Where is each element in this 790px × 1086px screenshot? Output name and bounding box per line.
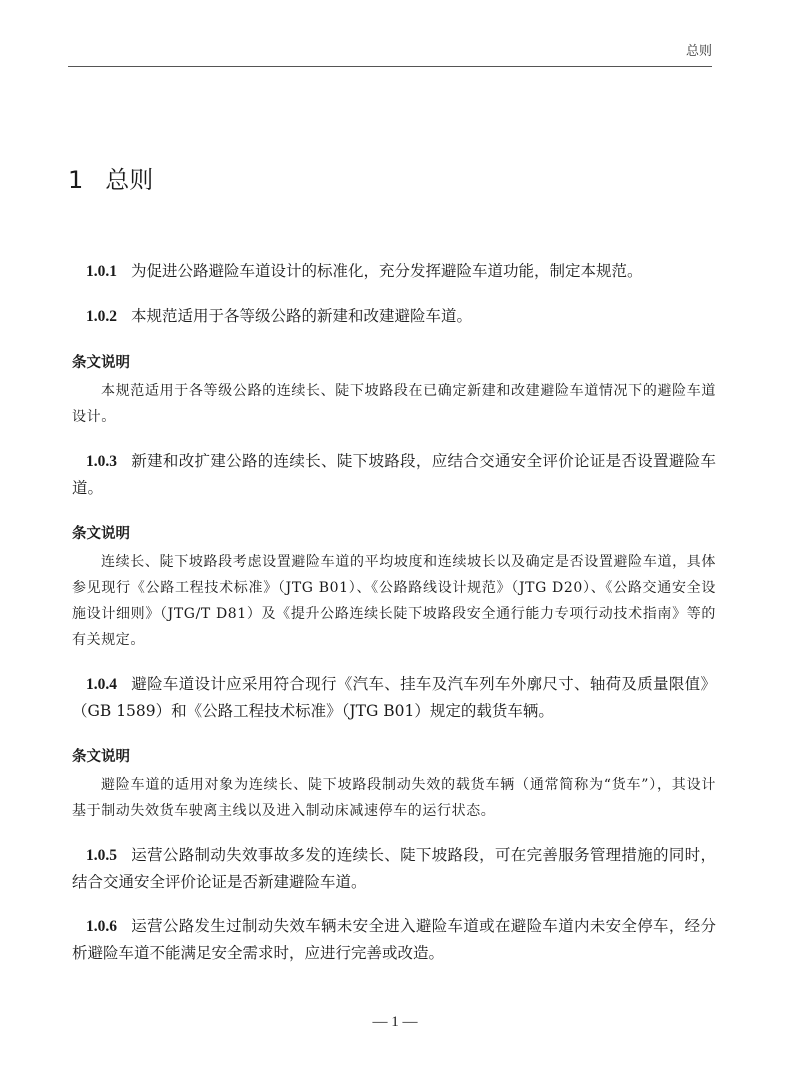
clause-1-0-4 [72, 671, 716, 724]
clause-text: 新建和改扩建公路的连续长、陡下坡路段，应结合交通安全评价论证是否设置避险车道。 [72, 452, 716, 497]
clause-1-0-1 [72, 258, 716, 285]
running-head: 总则 [685, 44, 712, 59]
commentary-body: 连续长、陡下坡路段考虑设置避险车道的平均坡度和连续坡长以及确定是否设置避险车道，具体参见现行《公路工程技术标准》（JTG B01）、《公路路线设计规范》（JTG D20）、《公路交通安全设施设计细则》（JTG/T D81）及《提升公路连续长陡下坡路段安全通行能力专项行动技术指南》等的有关规定。 [72, 554, 716, 648]
clause-number: 1.0.2 [86, 308, 117, 325]
clause-number: 1.0.1 [86, 263, 117, 280]
clause-1-0-2 [72, 303, 716, 330]
clause-1-0-5 [72, 842, 716, 895]
page-body [72, 258, 716, 966]
chapter-number: 1 [68, 166, 84, 194]
clause-text: 为促进公路避险车道设计的标准化，充分发挥避险车道功能，制定本规范。 [131, 262, 643, 280]
commentary-title: 条文说明 [72, 526, 130, 542]
commentary-body: 避险车道的适用对象为连续长、陡下坡路段制动失效的载货车辆（通常简称为“货车”），其设计基于制动失效货车驶离主线以及进入制动床减速停车的运行状态。 [72, 777, 716, 819]
commentary-title: 条文说明 [72, 355, 130, 371]
clause-1-0-3 [72, 448, 716, 501]
clause-number: 1.0.3 [86, 453, 117, 470]
clause-number: 1.0.4 [86, 676, 117, 693]
clause-number: 1.0.5 [86, 847, 117, 864]
clause-1-0-6 [72, 913, 716, 966]
clause-text: 运营公路发生过制动失效车辆未安全进入避险车道或在避险车道内未安全停车，经分析避险车道不能满足安全需求时，应进行完善或改造。 [72, 917, 716, 962]
clause-text: 本规范适用于各等级公路的新建和改建避险车道。 [131, 307, 473, 325]
clause-text: 避险车道设计应采用符合现行《汽车、挂车及汽车列车外廓尺寸、轴荷及质量限值》（GB 1589）和《公路工程技术标准》（JTG B01）规定的载货车辆。 [72, 675, 716, 720]
commentary-body: 本规范适用于各等级公路的连续长、陡下坡路段在已确定新建和改建避险车道情况下的避险车道设计。 [72, 383, 716, 425]
header-rule [68, 66, 712, 67]
page-number: — 1 — [372, 1014, 418, 1030]
chapter-heading [68, 160, 153, 195]
clause-text: 运营公路制动失效事故多发的连续长、陡下坡路段，可在完善服务管理措施的同时，结合交通安全评价论证是否新建避险车道。 [72, 846, 716, 891]
commentary-title: 条文说明 [72, 749, 130, 765]
chapter-title: 总则 [105, 166, 154, 194]
clause-number: 1.0.6 [86, 918, 117, 935]
